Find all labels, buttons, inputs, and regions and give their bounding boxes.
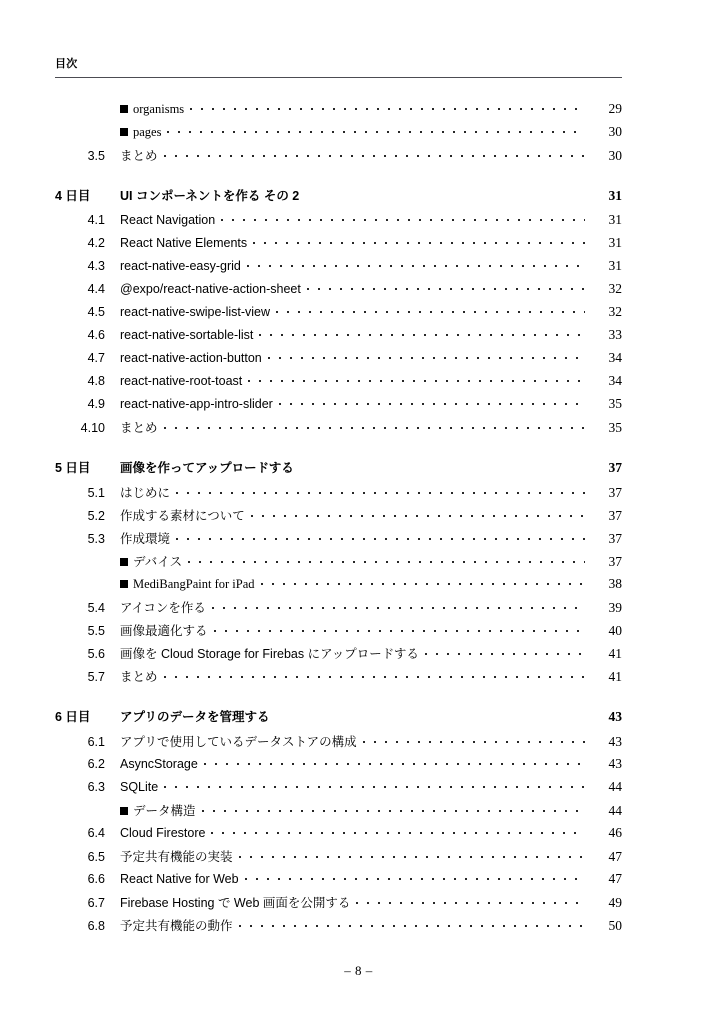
toc-entry-section[interactable] xyxy=(55,621,622,644)
square-bullet-icon xyxy=(120,580,128,588)
toc-entry-page-number: 37 xyxy=(608,554,622,569)
toc-leader-dots xyxy=(221,211,585,224)
toc-leader-dots xyxy=(239,848,585,861)
toc-entry-page-number: 31 xyxy=(608,235,622,250)
toc-entry-number: 4 日目 xyxy=(55,189,91,203)
toc-leader-dots xyxy=(276,708,585,721)
toc-entry-number: 5 日目 xyxy=(55,461,91,475)
toc-entry-title xyxy=(120,577,261,592)
toc-entry-title: react-native-easy-grid xyxy=(120,259,241,273)
toc-entry-section[interactable] xyxy=(55,598,622,621)
toc-entry-chapter[interactable] xyxy=(55,458,622,481)
toc-entry-page-number: 43 xyxy=(608,756,622,771)
toc-leader-dots xyxy=(164,147,585,160)
toc-entry-section[interactable] xyxy=(55,870,622,893)
toc-entry-number: 3.5 xyxy=(87,149,105,163)
toc-entry-page-number: 34 xyxy=(608,350,622,365)
toc-entry-page-number: 44 xyxy=(608,779,622,794)
toc-entry-section[interactable] xyxy=(55,326,622,349)
toc-entry-bullet[interactable] xyxy=(55,801,622,824)
toc-entry-section[interactable] xyxy=(55,893,622,916)
toc-leader-dots xyxy=(211,824,585,837)
toc-entry-title: @expo/react-native-action-sheet xyxy=(120,282,301,296)
toc-entry-page-number: 37 xyxy=(608,508,622,523)
toc-entry-title: はじめに xyxy=(120,486,171,500)
toc-leader-dots xyxy=(305,187,585,200)
toc-leader-dots xyxy=(363,733,585,746)
toc-leader-dots xyxy=(167,123,585,136)
toc-entry-title: 予定共有機能の動作 xyxy=(120,919,233,933)
toc-leader-dots xyxy=(204,755,585,768)
toc-entry-title-label: MediBangPaint for iPad xyxy=(133,577,255,591)
running-header xyxy=(55,57,622,71)
toc-entry-page-number: 47 xyxy=(608,849,622,864)
toc-entry-page-number: 37 xyxy=(608,460,622,475)
square-bullet-icon xyxy=(120,105,128,113)
toc-entry-title xyxy=(120,102,190,117)
toc-entry-page-number: 39 xyxy=(608,600,622,615)
toc-entry-title-label: organisms xyxy=(133,102,185,116)
toc-entry-bullet[interactable] xyxy=(55,100,622,123)
toc-entry-number: 4.6 xyxy=(87,328,105,342)
toc-entry-section[interactable] xyxy=(55,667,622,690)
toc-entry-title: アプリで使用しているデータストアの構成 xyxy=(120,735,357,749)
toc-entry-section[interactable] xyxy=(55,257,622,280)
toc-entry-title: React Native for Web xyxy=(120,872,239,886)
square-bullet-icon xyxy=(120,128,128,136)
toc-entry-section[interactable] xyxy=(55,280,622,303)
toc-entry-number: 6.4 xyxy=(87,826,105,840)
toc-entry-page-number: 35 xyxy=(608,396,622,411)
page-footer xyxy=(0,962,717,980)
toc-entry-page-number: 30 xyxy=(608,148,622,163)
toc-entry-number: 4.10 xyxy=(80,421,105,435)
toc-entry-number: 4.5 xyxy=(87,305,105,319)
toc-entry-page-number: 46 xyxy=(608,825,622,840)
toc-entry-number: 6.2 xyxy=(87,757,105,771)
toc-leader-dots xyxy=(425,645,585,658)
toc-entry-page-number: 31 xyxy=(608,188,622,203)
header-divider xyxy=(55,77,622,78)
toc-entry-number: 6.1 xyxy=(87,735,105,749)
toc-entry-page-number: 29 xyxy=(608,101,622,116)
toc-entry-section[interactable] xyxy=(55,349,622,372)
toc-entry-number: 5.1 xyxy=(87,486,105,500)
toc-entry-page-number: 31 xyxy=(608,212,622,227)
toc-leader-dots xyxy=(356,894,585,907)
toc-entry-number: 4.4 xyxy=(87,282,105,296)
toc-leader-dots xyxy=(251,507,585,520)
toc-entry-page-number: 41 xyxy=(608,669,622,684)
toc-entry-page-number: 32 xyxy=(608,304,622,319)
toc-entry-section[interactable] xyxy=(55,372,622,395)
toc-leader-dots xyxy=(164,419,585,432)
toc-leader-dots xyxy=(276,303,585,316)
toc-leader-dots xyxy=(176,484,585,497)
toc-entry-number: 6.3 xyxy=(87,780,105,794)
toc-entry-title: Firebase Hosting で Web 画面を公開する xyxy=(120,896,351,910)
toc-leader-dots xyxy=(188,553,585,566)
toc-entry-title: react-native-swipe-list-view xyxy=(120,305,271,319)
toc-entry-bullet[interactable] xyxy=(55,552,622,575)
toc-entry-page-number: 30 xyxy=(608,124,622,139)
toc-leader-dots xyxy=(202,802,585,815)
toc-leader-dots xyxy=(300,459,585,472)
toc-leader-dots xyxy=(239,917,585,930)
toc-entry-title: react-native-action-button xyxy=(120,351,262,365)
toc-entry-section[interactable] xyxy=(55,234,622,257)
toc-entry-page-number: 35 xyxy=(608,420,622,435)
toc-entry-title xyxy=(120,552,188,570)
toc-entry-chapter[interactable] xyxy=(55,707,622,730)
toc-entry-number: 6 日目 xyxy=(55,710,91,724)
toc-entry-number: 4.9 xyxy=(87,397,105,411)
toc-entry-bullet[interactable] xyxy=(55,575,622,598)
toc-leader-dots xyxy=(253,234,585,247)
toc-entry-page-number: 31 xyxy=(608,258,622,273)
toc-entry-title-label: データ構造 xyxy=(133,804,196,818)
page-title: 目次 xyxy=(55,58,78,70)
toc-entry-title: AsyncStorage xyxy=(120,757,198,771)
toc-leader-dots xyxy=(261,575,585,588)
toc-leader-dots xyxy=(279,395,585,408)
toc-entry-number: 5.5 xyxy=(87,624,105,638)
toc-entry-title: 画像を Cloud Storage for Firebas にアップロードする xyxy=(120,647,419,661)
toc-entry-page-number: 38 xyxy=(608,576,622,591)
toc-entry-section[interactable] xyxy=(55,778,622,801)
toc-leader-dots xyxy=(190,100,585,113)
toc-entry-number: 6.7 xyxy=(87,896,105,910)
toc-entry-page-number: 50 xyxy=(608,918,622,933)
toc-entry-chapter[interactable] xyxy=(55,186,622,209)
toc-entry-title: 画像最適化する xyxy=(120,624,208,638)
toc-entry-number: 4.1 xyxy=(87,213,105,227)
toc-entry-title: React Native Elements xyxy=(120,236,248,250)
toc-entry-section[interactable] xyxy=(55,755,622,778)
toc-entry-title: 作成環境 xyxy=(120,532,171,546)
toc-entry-section[interactable] xyxy=(55,395,622,418)
toc-entry-number: 5.3 xyxy=(87,532,105,546)
toc-leader-dots xyxy=(212,599,585,612)
toc-entry-title: 画像を作ってアップロードする xyxy=(120,461,294,475)
toc-entry-title: UI コンポーネントを作る その 2 xyxy=(120,189,300,203)
toc-entry-page-number: 34 xyxy=(608,373,622,388)
toc-entry-title-label: pages xyxy=(133,125,162,139)
toc-entry-section[interactable] xyxy=(55,211,622,234)
footer-page-number: – 8 – xyxy=(344,963,373,978)
toc-entry-number: 6.6 xyxy=(87,872,105,886)
toc-entry-title xyxy=(120,801,202,819)
toc-entry-number: 5.4 xyxy=(87,601,105,615)
toc-entry-page-number: 47 xyxy=(608,871,622,886)
toc-leader-dots xyxy=(164,778,585,791)
toc-entry-section[interactable] xyxy=(55,146,622,169)
toc-entry-section[interactable] xyxy=(55,506,622,529)
toc-entry-section[interactable] xyxy=(55,847,622,870)
toc-entry-title: アイコンを作る xyxy=(120,601,206,615)
toc-entry-title: 予定共有機能の実装 xyxy=(120,850,233,864)
toc-leader-dots xyxy=(176,530,585,543)
toc-entry-section[interactable] xyxy=(55,732,622,755)
toc-entry-title-label: デバイス xyxy=(133,555,183,569)
toc-entry-title: まとめ xyxy=(120,149,158,163)
toc-entry-section[interactable] xyxy=(55,824,622,847)
toc-leader-dots xyxy=(248,372,585,385)
toc-entry-section[interactable] xyxy=(55,483,622,506)
toc-entry-title: Cloud Firestore xyxy=(120,826,206,840)
toc-leader-dots xyxy=(268,349,585,362)
toc-entry-number: 4.3 xyxy=(87,259,105,273)
toc-entry-title: SQLite xyxy=(120,780,159,794)
toc-entry-section[interactable] xyxy=(55,418,622,441)
toc-entry-bullet[interactable] xyxy=(55,123,622,146)
toc-entry-title: react-native-root-toast xyxy=(120,374,243,388)
toc-entry-page-number: 43 xyxy=(608,709,622,724)
toc-entry-number: 4.8 xyxy=(87,374,105,388)
toc-entry-number: 6.5 xyxy=(87,850,105,864)
toc-entry-number: 6.8 xyxy=(87,919,105,933)
toc-entry-number: 4.7 xyxy=(87,351,105,365)
toc-leader-dots xyxy=(259,326,585,339)
square-bullet-icon xyxy=(120,558,128,566)
toc-entry-title: アプリのデータを管理する xyxy=(120,710,270,724)
toc-entry-number: 4.2 xyxy=(87,236,105,250)
toc-entry-title: まとめ xyxy=(120,670,158,684)
toc-entry-title xyxy=(120,125,167,140)
toc-entry-page-number: 32 xyxy=(608,281,622,296)
toc-entry-section[interactable] xyxy=(55,303,622,326)
toc-entry-page-number: 37 xyxy=(608,531,622,546)
toc-entry-page-number: 44 xyxy=(608,803,622,818)
square-bullet-icon xyxy=(120,807,128,815)
toc-entry-number: 5.2 xyxy=(87,509,105,523)
toc-entry-section[interactable] xyxy=(55,916,622,939)
toc-entry-number: 5.6 xyxy=(87,647,105,661)
toc-entry-title: 作成する素材について xyxy=(120,509,245,523)
toc-entry-page-number: 33 xyxy=(608,327,622,342)
toc-entry-title: react-native-app-intro-slider xyxy=(120,397,273,411)
toc-entry-page-number: 40 xyxy=(608,623,622,638)
toc-entry-page-number: 37 xyxy=(608,485,622,500)
toc-leader-dots xyxy=(214,622,585,635)
toc-entry-page-number: 41 xyxy=(608,646,622,661)
toc-entry-section[interactable] xyxy=(55,644,622,667)
toc-entry-title: react-native-sortable-list xyxy=(120,328,254,342)
toc-entry-section[interactable] xyxy=(55,529,622,552)
toc-entry-number: 5.7 xyxy=(87,670,105,684)
toc-entry-page-number: 49 xyxy=(608,895,622,910)
toc-entry-title: React Navigation xyxy=(120,213,216,227)
toc-leader-dots xyxy=(247,257,585,270)
toc-leader-dots xyxy=(164,668,585,681)
toc-entry-title: まとめ xyxy=(120,421,158,435)
toc-leader-dots xyxy=(307,280,585,293)
toc-list xyxy=(55,100,622,939)
toc-leader-dots xyxy=(245,870,585,883)
toc-entry-page-number: 43 xyxy=(608,734,622,749)
